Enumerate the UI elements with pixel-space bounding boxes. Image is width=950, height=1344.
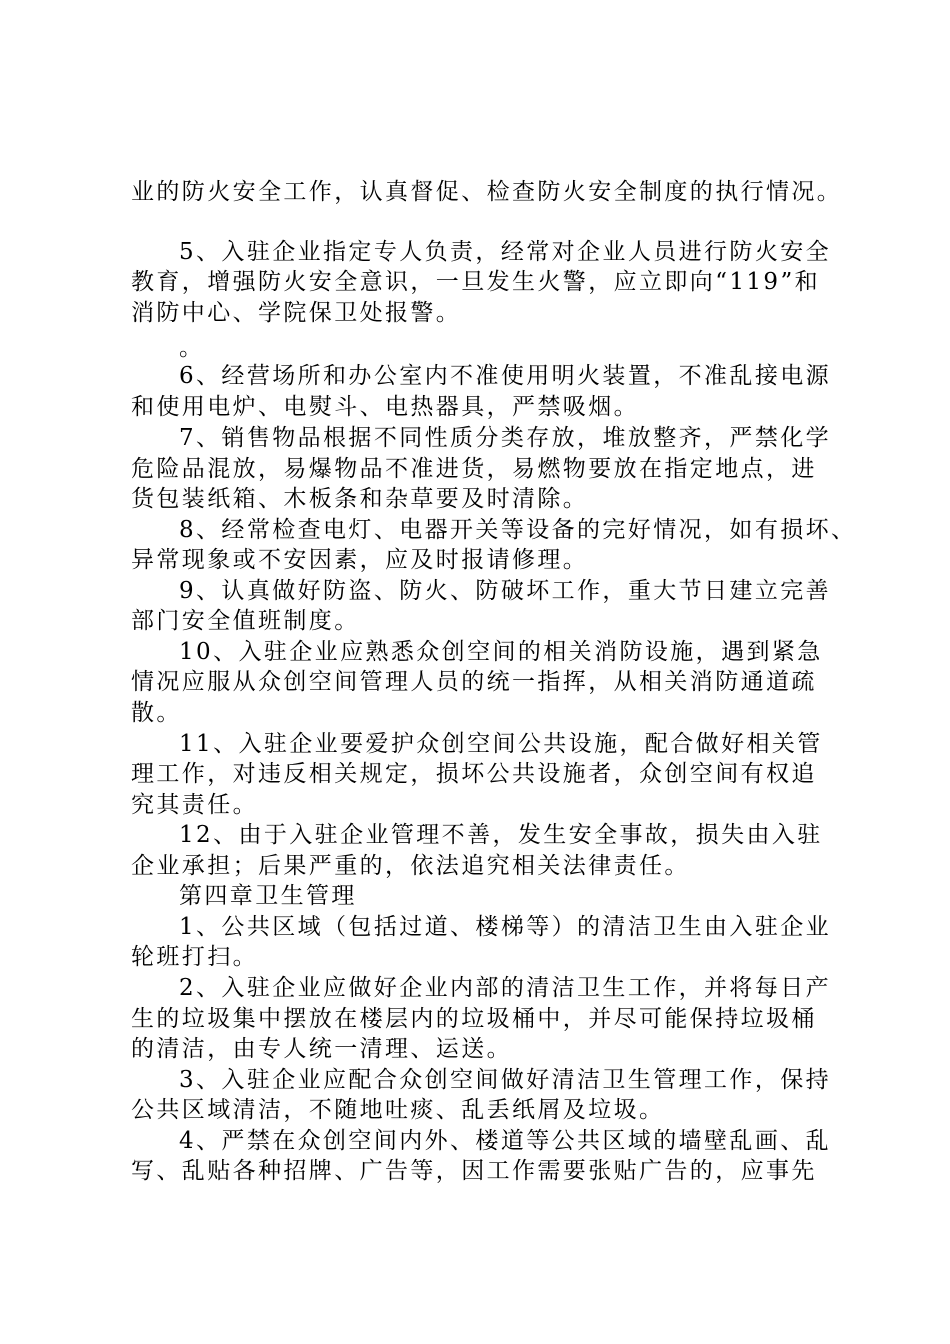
section-heading: 第四章卫生管理 [179,883,357,909]
text-line: 轮班打扫。 [131,944,258,970]
text-line: 教育，增强防火安全意识，一旦发生火警，应立即向“119”和 [131,269,821,295]
text-line: 情况应服从众创空间管理人员的统一指挥，从相关消防通道疏 [131,669,817,695]
text-line: 异常现象或不安因素，应及时报请修理。 [131,547,589,573]
text-line: 12、由于入驻企业管理不善，发生安全事故，损失由入驻 [179,822,823,848]
text-line: 散。 [131,700,182,726]
text-line: 3、入驻企业应配合众创空间做好清洁卫生管理工作，保持 [179,1067,832,1093]
text-line: 业的防火安全工作，认真督促、检查防火安全制度的执行情况。 [131,179,843,205]
text-line: 究其责任。 [131,792,258,818]
text-line: 9、认真做好防盗、防火、防破坏工作，重大节日建立完善 [179,578,832,604]
text-line: 的清洁，由专人统一清理、运送。 [131,1036,512,1062]
text-line: 消防中心、学院保卫处报警。 [131,300,462,326]
text-line: 企业承担；后果严重的，依法追究相关法律责任。 [131,853,690,879]
text-line: 2、入驻企业应做好企业内部的清洁卫生工作，并将每日产 [179,975,832,1001]
text-line: 生的垃圾集中摆放在楼层内的垃圾桶中，并尽可能保持垃圾桶 [131,1006,817,1032]
text-line: 5、入驻企业指定专人负责，经常对企业人员进行防火安全 [179,239,832,265]
text-line: 1、公共区域（包括过道、楼梯等）的清洁卫生由入驻企业 [179,914,832,940]
text-line: 理工作，对违反相关规定，损坏公共设施者，众创空间有权追 [131,761,817,787]
text-line: 8、经常检查电灯、电器开关等设备的完好情况，如有损坏、 [179,517,857,543]
text-line: 货包装纸箱、木板条和杂草要及时清除。 [131,486,589,512]
text-line: 。 [179,335,205,361]
text-line: 6、经营场所和办公室内不准使用明火装置，不准乱接电源 [179,363,832,389]
text-line: 和使用电炉、电熨斗、电热器具，严禁吸烟。 [131,394,639,420]
text-line: 危险品混放，易爆物品不准进货，易燃物要放在指定地点，进 [131,456,817,482]
text-line: 公共区域清洁，不随地吐痰、乱丢纸屑及垃圾。 [131,1097,665,1123]
text-line: 4、严禁在众创空间内外、楼道等公共区域的墙壁乱画、乱 [179,1128,832,1154]
text-line: 写、乱贴各种招牌、广告等，因工作需要张贴广告的，应事先 [131,1158,817,1184]
text-line: 部门安全值班制度。 [131,608,360,634]
text-line: 11、入驻企业要爱护众创空间公共设施，配合做好相关管 [179,731,823,757]
text-line: 7、销售物品根据不同性质分类存放，堆放整齐，严禁化学 [179,425,832,451]
text-line: 10、入驻企业应熟悉众创空间的相关消防设施，遇到紧急 [179,639,823,665]
